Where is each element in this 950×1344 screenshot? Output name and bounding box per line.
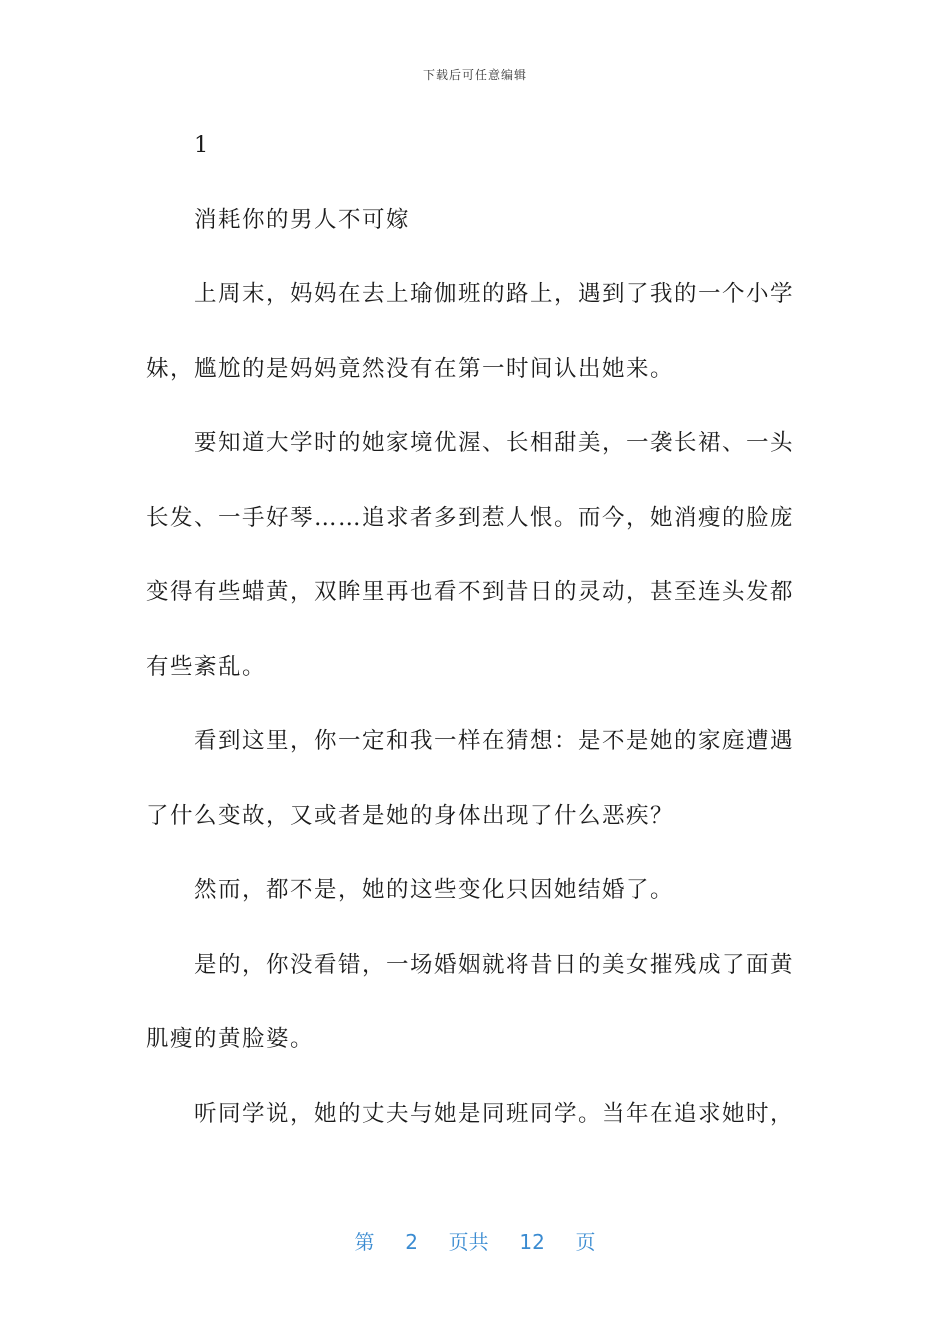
page-label-prefix: 第 xyxy=(354,1230,375,1254)
paragraph-line: 听同学说，她的丈夫与她是同班同学。当年在追求她时， xyxy=(194,1101,795,1127)
paragraph-line: 要知道大学时的她家境优渥、长相甜美，一袭长裙、一头 xyxy=(194,430,795,456)
total-page-number: 12 xyxy=(519,1230,545,1254)
paragraph-line: 长发、一手好琴……追求者多到惹人恨。而今，她消瘦的脸庞 xyxy=(146,505,795,531)
chapter-title: 消耗你的男人不可嫁 xyxy=(194,207,411,233)
page-number-footer xyxy=(0,1226,950,1255)
page-label-suffix: 页 xyxy=(575,1230,596,1254)
chapter-number: 1 xyxy=(194,132,210,158)
paragraph-line: 然而，都不是，她的这些变化只因她结婚了。 xyxy=(194,877,675,903)
paragraph-line: 有些紊乱。 xyxy=(146,654,267,680)
paragraph-line: 是的，你没看错，一场婚姻就将昔日的美女摧残成了面黄 xyxy=(194,952,795,978)
paragraph-line: 看到这里，你一定和我一样在猜想：是不是她的家庭遭遇 xyxy=(194,728,795,754)
paragraph-line: 变得有些蜡黄，双眸里再也看不到昔日的灵动，甚至连头发都 xyxy=(146,579,795,605)
page-label-middle: 页共 xyxy=(448,1230,489,1254)
current-page-number: 2 xyxy=(405,1230,418,1254)
paragraph-line: 妹，尴尬的是妈妈竟然没有在第一时间认出她来。 xyxy=(146,356,675,382)
paragraph-line: 上周末，妈妈在去上瑜伽班的路上，遇到了我的一个小学 xyxy=(194,281,795,307)
page-header-note: 下载后可任意编辑 xyxy=(422,68,527,82)
paragraph-line: 了什么变故，又或者是她的身体出现了什么恶疾？ xyxy=(146,803,675,829)
paragraph-line: 肌瘦的黄脸婆。 xyxy=(146,1026,315,1052)
